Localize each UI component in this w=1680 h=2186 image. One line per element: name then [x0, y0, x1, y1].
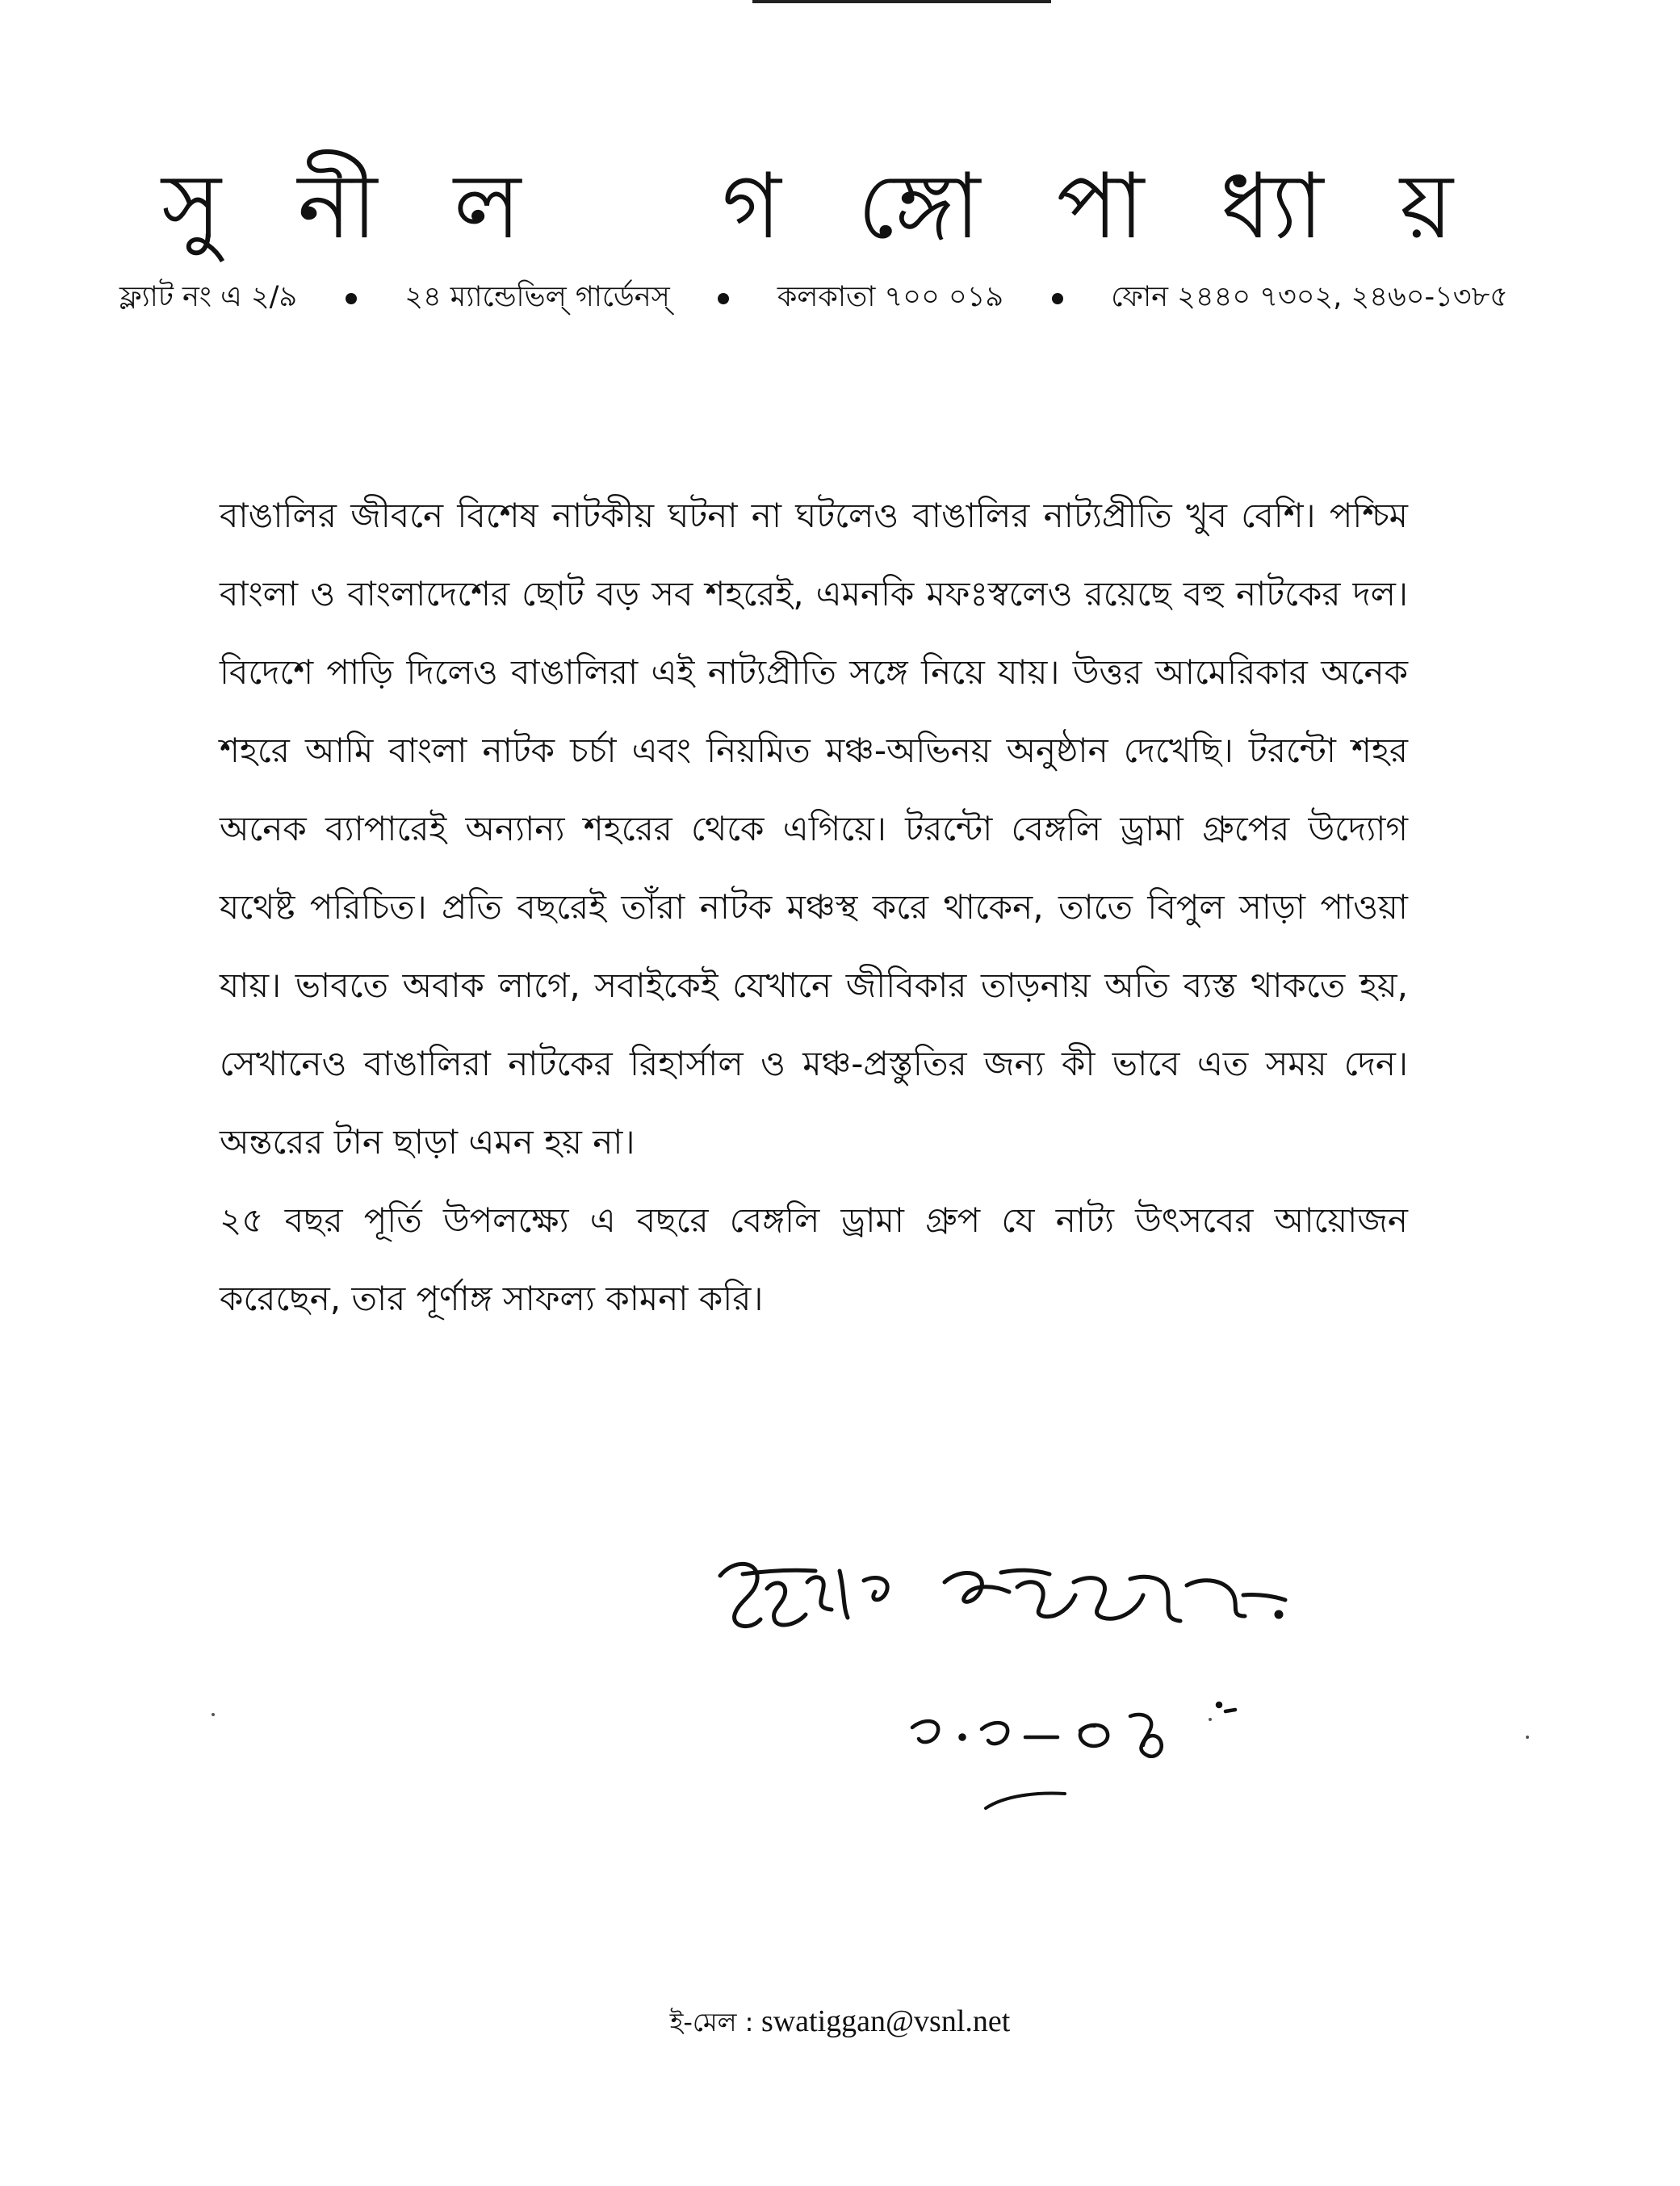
footer-email: [0, 2002, 1680, 2046]
body-paragraph: ২৫ বছর পূর্তি উপলক্ষ্যে এ বছরে বেঙ্গলি ড্রামা গ্রুপ যে নাট্য উৎসবের আয়োজন করেছেন, তার পূর্ণাঙ্গ সাফল্য কামনা করি।: [220, 1200, 1408, 1318]
letterhead-name: [161, 153, 1453, 265]
scan-speck: [1209, 1718, 1212, 1721]
handwritten-date: [904, 1695, 1243, 1768]
letterhead-name-char: সু: [161, 153, 221, 259]
address-phone: ফোন ২৪৪০ ৭৩০২, ২৪৬০-১৩৮৫: [1111, 281, 1508, 313]
bullet-icon: [1052, 293, 1063, 304]
letterhead-name-char: ল: [453, 153, 522, 259]
address-city: কলকাতা ৭০০ ০১৯: [777, 281, 1004, 313]
top-rule: [752, 0, 1051, 3]
email-label: ই-মেল :: [669, 2007, 754, 2037]
letterhead-name-char: ধ্যা: [1220, 153, 1324, 259]
letterhead-name-char: ঙ্গো: [857, 153, 981, 259]
letter-body: [220, 476, 1408, 1338]
address-flat: ফ্ল্যাট নং এ ২/৯: [119, 281, 298, 313]
handwritten-signature: [710, 1550, 1292, 1639]
letterhead-name-char: নী: [297, 153, 378, 259]
scan-speck: [212, 1713, 215, 1716]
email-address[interactable]: swatiggan@vsnl.net: [760, 2004, 1011, 2038]
address-street: ২৪ ম্যান্ডেভিল্ গার্ডেনস্: [404, 281, 670, 313]
letterhead-address: [119, 274, 1508, 322]
letterhead-name-char: পা: [1056, 153, 1145, 259]
handwritten-dash: [981, 1784, 1070, 1816]
scan-speck: [1526, 1736, 1529, 1739]
letterhead-name-char: গ: [722, 153, 781, 259]
bullet-icon: [346, 293, 357, 304]
letterhead-name-char: য়: [1399, 153, 1453, 259]
bullet-icon: [718, 293, 729, 304]
body-paragraph: বাঙালির জীবনে বিশেষ নাটকীয় ঘটনা না ঘটলেও বাঙালির নাট্যপ্রীতি খুব বেশি। পশ্চিম বাংলা ও বাংলাদেশের ছোট বড় সব শহরেই, এমনকি মফঃস্বলেও রয়েছে বহু নাটকের দল। বিদেশে পাড়ি দিলেও বাঙালিরা এই নাট্যপ্রীতি সঙ্গে নিয়ে যায়। উত্তর আমেরিকার অনেক শহরে আমি বাংলা নাটক চর্চা এবং নিয়মিত মঞ্চ-অভিনয় অনুষ্ঠান দেখেছি। টরন্টো শহর অনেক ব্যাপারেই অন্যান্য শহরের থেকে এগিয়ে। টরন্টো বেঙ্গলি ড্রামা গ্রুপের উদ্যোগ যথেষ্ট পরিচিত। প্রতি বছরেই তাঁরা নাটক মঞ্চস্থ করে থাকেন, তাতে বিপুল সাড়া পাওয়া যায়। ভাবতে অবাক লাগে, সবাইকেই যেখানে জীবিকার তাড়নায় অতি ব্যস্ত থাকতে হয়, সেখানেও বাঙালিরা নাটকের রিহার্সাল ও মঞ্চ-প্রস্তুতির জন্য কী ভাবে এত সময় দেন। অন্তরের টান ছাড়া এমন হয় না।: [220, 496, 1408, 1162]
